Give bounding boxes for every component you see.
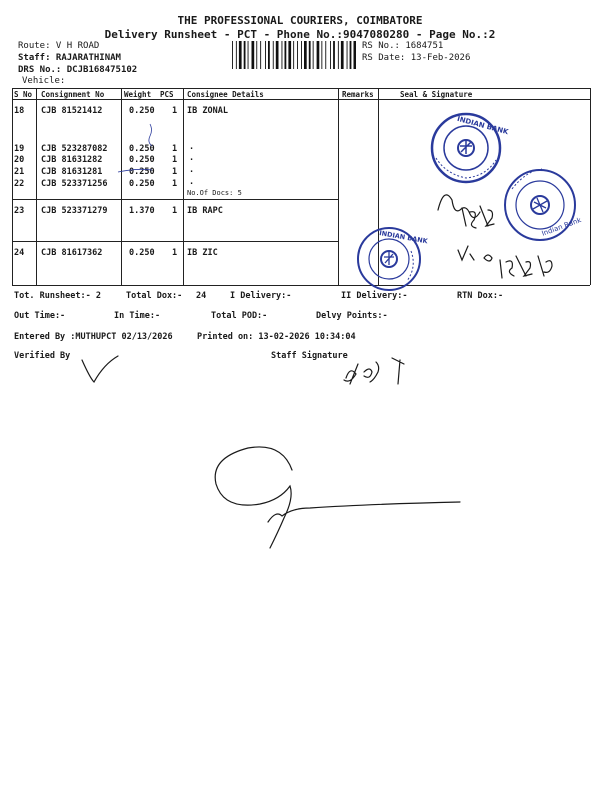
i-delivery: I Delivery:- <box>230 291 292 301</box>
row-pcs: 1 <box>172 155 178 165</box>
tot-runsheet: Tot. Runsheet:- 2 <box>14 291 101 301</box>
total-pod: Total POD:- <box>211 311 268 321</box>
runsheet-subtitle: Delivery Runsheet - PCT - Phone No.:9047080280 - Page No.:2 <box>104 28 496 41</box>
staff-signature-icon <box>344 358 404 384</box>
row-sno: 20 <box>14 155 25 165</box>
total-dox-label: Total Dox:- <box>126 291 183 301</box>
total-dox-value: 24 <box>196 291 207 301</box>
entered-by: Entered By :MUTHUPCT 02/13/2026 <box>14 332 173 342</box>
staff-label: Staff: RAJARATHINAM <box>18 53 121 63</box>
row-consignment: CJB 523371279 <box>41 206 108 216</box>
vehicle-label: Vehicle: <box>22 76 66 86</box>
row-consignment: CJB 81631281 <box>41 167 103 177</box>
row-weight: 0.250 <box>129 106 155 116</box>
row-pcs: 1 <box>172 206 178 216</box>
col-header-consignment: Consignment No <box>41 90 105 99</box>
route-label: Route: V H ROAD <box>18 41 100 51</box>
stamp-text: INDIAN BANK <box>378 228 429 246</box>
handwritten-signature-icon <box>438 195 480 218</box>
row-sno: 23 <box>14 206 25 216</box>
printed-on: Printed on: 13-02-2026 10:34:04 <box>197 332 356 342</box>
row-pcs: 1 <box>172 167 178 177</box>
row-consignment: CJB 523287082 <box>41 144 108 154</box>
verified-by: Verified By <box>14 351 71 361</box>
handwritten-date-icon <box>500 256 552 278</box>
in-time: In Time:- <box>114 311 161 321</box>
row-weight: 0.250 <box>129 179 155 189</box>
row-consignee: IB ZIC <box>187 248 218 258</box>
bank-stamp-icon <box>505 169 583 240</box>
verified-signature-icon <box>82 356 118 382</box>
row-pcs: 1 <box>172 248 178 258</box>
row-consignee: . <box>189 153 195 163</box>
row-consignee: . <box>189 142 195 152</box>
rtn-dox: RTN Dox:- <box>457 291 504 301</box>
col-header-pcs: PCS <box>160 90 174 99</box>
bank-stamp-icon <box>358 228 429 290</box>
row-sno: 22 <box>14 179 25 189</box>
out-time: Out Time:- <box>14 311 66 321</box>
col-header-weight: Weight <box>124 90 152 99</box>
row-weight: 0.250 <box>129 144 155 154</box>
handwritten-mark-icon <box>118 169 152 172</box>
row-weight: 0.250 <box>129 248 155 258</box>
col-header-seal: Seal & Signature <box>400 90 473 99</box>
bank-stamp-icon <box>432 114 510 182</box>
row-sno: 19 <box>14 144 25 154</box>
row-sno: 24 <box>14 248 25 258</box>
row-consignment: CJB 81521412 <box>41 106 103 116</box>
stamp-text: INDIAN BANK <box>456 114 510 137</box>
row-sno: 21 <box>14 167 25 177</box>
row-weight: 0.250 <box>129 167 155 177</box>
drs-label: DRS No.: DCJB168475102 <box>18 65 138 75</box>
stamp-text: Indian Bank <box>540 216 583 238</box>
row-consignee: . <box>189 177 195 187</box>
row-weight: 1.370 <box>129 206 155 216</box>
row-consignment: CJB 523371256 <box>41 179 108 189</box>
delvy-points: Delvy Points:- <box>316 311 388 321</box>
row-consignee: IB RAPC <box>187 206 223 216</box>
row-pcs: 1 <box>172 106 178 116</box>
row-weight: 0.250 <box>129 155 155 165</box>
ii-delivery: II Delivery:- <box>341 291 408 301</box>
handwritten-mark-icon <box>458 246 492 261</box>
row-sno: 18 <box>14 106 25 116</box>
handwritten-mark-icon <box>149 124 152 146</box>
row-consignee: . <box>189 165 195 175</box>
large-signature-icon <box>215 447 460 548</box>
col-header-remarks: Remarks <box>342 90 374 99</box>
no-of-docs: No.Of Docs: 5 <box>187 189 242 197</box>
rs-date: RS Date: 13-Feb-2026 <box>362 53 471 63</box>
row-consignment: CJB 81617362 <box>41 248 103 258</box>
row-pcs: 1 <box>172 179 178 189</box>
row-pcs: 1 <box>172 144 178 154</box>
row-consignee: IB ZONAL <box>187 106 228 116</box>
row-consignment: CJB 81631282 <box>41 155 103 165</box>
staff-signature-label: Staff Signature <box>271 351 348 361</box>
company-title: THE PROFESSIONAL COURIERS, COIMBATORE <box>177 14 423 27</box>
col-header-sno: S No <box>14 90 33 99</box>
col-header-consignee: Consignee Details <box>187 90 264 99</box>
rs-no: RS No.: 1684751 <box>362 41 444 51</box>
